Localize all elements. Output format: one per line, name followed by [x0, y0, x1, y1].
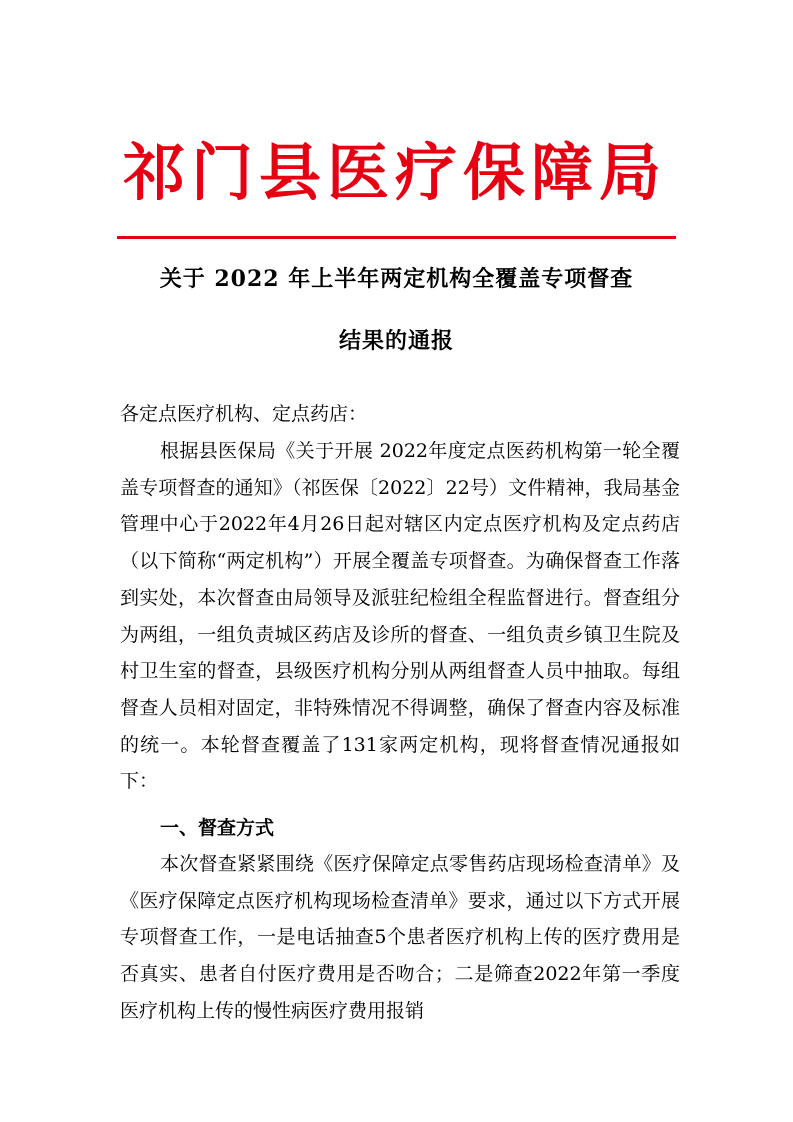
salutation: 各定点医疗机构、定点药店：: [120, 403, 368, 425]
red-divider-line: [117, 236, 676, 239]
document-title-line1: 关于 2022 年上半年两定机构全覆盖专项督查: [159, 266, 634, 292]
org-header: 祁门县医疗保障局: [122, 136, 667, 209]
section-heading-1: 一、督查方式: [160, 817, 275, 839]
paragraph-1: 根据县医保局《关于开展 2022年度定点医药机构第一轮全覆盖专项督查的通知》（祁医保〔2022〕22号）文件精神，我局基金管理中心于2022年4月26日起对辖区内定点医疗机构及定点药店（以下简称“两定机构”）开展全覆盖专项督查。为确保督查工作落到实处，本次督查由局领导及派驻纪检组全程监督进行。督查组分为两组，一组负责城区药店及诊所的督查、一组负责乡镇卫生院及村卫生室的督查，县级医疗机构分别从两组督查人员中抽取。每组督查人员相对固定，非特殊情况不得调整，确保了督查内容及标准的统一。本轮督查覆盖了131家两定机构，现将督查情况通报如下：: [120, 440, 680, 793]
document-title-line2: 结果的通报: [338, 328, 454, 354]
paragraph-2: 本次督查紧紧围绕《医疗保障定点零售药店现场检查清单》及《医疗保障定点医疗机构现场检查清单》要求，通过以下方式开展专项督查工作，一是电话抽查5个患者医疗机构上传的医疗费用是否真实、患者自付医疗费用是否吻合；二是筛查2022年第一季度医疗机构上传的慢性病医疗费用报销: [120, 853, 680, 1022]
